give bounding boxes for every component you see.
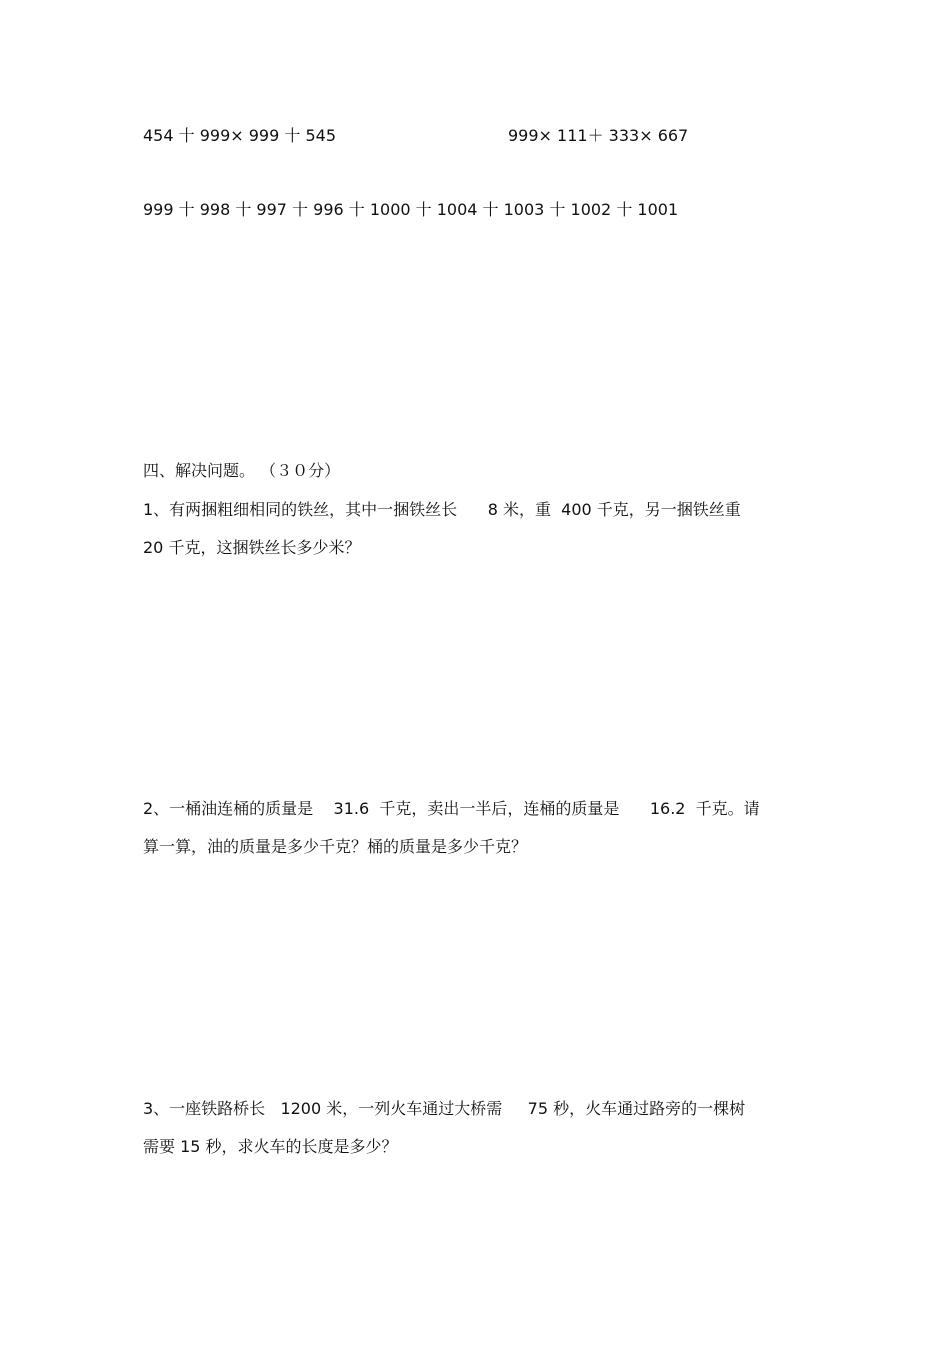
calculation-expression-3: 999 十 998 十 997 十 996 十 1000 十 1004 十 1003 十 1002 十 1001 <box>143 200 679 219</box>
question-1-line-1: 1、有两捆粗细相同的铁丝，其中一捆铁丝长 8 米，重 400 千克，另一捆铁丝重 <box>143 500 741 519</box>
question-3-line-2: 需要 15 秒，求火车的长度是多少？ <box>143 1137 398 1156</box>
question-1-line-2: 20 千克，这捆铁丝长多少米？ <box>143 538 361 557</box>
question-2-line-2: 算一算，油的质量是多少千克？桶的质量是多少千克？ <box>143 837 528 856</box>
question-2-line-1: 2、一桶油连桶的质量是 31.6 千克，卖出一半后，连桶的质量是 16.2 千克。请 <box>143 799 760 818</box>
question-3-line-1: 3、一座铁路桥长 1200 米，一列火车通过大桥需 75 秒，火车通过路旁的一棵树 <box>143 1099 746 1118</box>
calculation-expression-2: 999× 111＋ 333× 667 <box>508 126 689 145</box>
calculation-expression-1: 454 十 999× 999 十 545 <box>143 126 336 145</box>
section-heading: 四、解决问题。 （３０分） <box>143 461 341 480</box>
